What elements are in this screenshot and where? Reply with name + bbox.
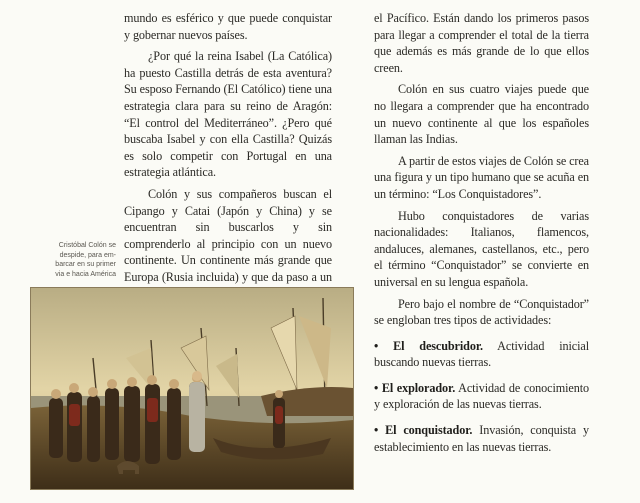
- bullet-item-conquistador: [374, 422, 589, 455]
- painting-columbus-departure: [30, 287, 354, 490]
- bullet-text: Actividad de conocimiento y exploración de las nuevas tierras.: [374, 380, 590, 412]
- caption-line: Cristóbal Colón se: [58, 242, 116, 249]
- bullet-item-explorador: [374, 380, 589, 413]
- bullet-term: El explorador.: [381, 380, 456, 395]
- paragraph: Pero bajo el nombre de “Conquistador” se engloban tres tipos de actividades:: [374, 296, 589, 328]
- caption-line: via e hacia América: [55, 270, 116, 278]
- paragraph: Colón y sus compañeros buscan el Cipango y Catai (Japón y China) y se encuentran sin buscarlos y sin comprenderlo al principio con un nuevo continente. Un continente más grande que Europa (Rusia incluida) y que da paso a un: [124, 186, 332, 284]
- bullet-text: Invasión, conquista y establecimiento en las nuevas tierras.: [374, 423, 590, 454]
- paragraph: el Pacífico. Están dando los primeros pasos para llegar a comprender el total de la tierra que además es más grande de lo que ellos creen.: [374, 11, 589, 75]
- painting-illustration: [31, 288, 353, 489]
- left-text-column: [124, 10, 332, 302]
- figure-caption: [46, 241, 116, 279]
- paragraph: Colón en sus cuatro viajes puede que no llegara a comprender que ha encontrado un nuevo continente al que los españoles llaman las Indias.: [374, 82, 589, 147]
- paragraph: Hubo conquistadores de varias nacionalidades: Italianos, flamencos, andaluces, alemanes, castellanos, etc., pero el término “Conquistador” se convierte en universal en su lengua española.: [374, 208, 589, 289]
- paragraph: ¿Por qué la reina Isabel (La Católica) ha puesto Castilla detrás de esta aventura? Su esposo Fernando (El Católico) tiene una estrategia clara para su reino de Aragón: “El control del Mediterráneo”. ¿Pero qué buscaba Isabel y con ella Castilla? Quizás es solo competir con Portugal en una estrategia atlántica.: [124, 49, 332, 180]
- bullet-symbol: •: [374, 338, 379, 353]
- bullet-text: Actividad inicial buscando nuevas tierras.: [374, 338, 589, 370]
- right-text-column: [374, 10, 589, 455]
- bullet-symbol: •: [374, 423, 379, 438]
- bullet-term: El conquistador.: [385, 423, 473, 438]
- paragraph: mundo es esférico y que puede conquistar y gobernar nuevos países.: [124, 11, 332, 42]
- caption-line: barcar en su primer: [55, 261, 116, 269]
- paragraph: A partir de estos viajes de Colón se crea una figura y un tipo humano que se acuña en un término: “Los Conquistadores”.: [374, 153, 589, 201]
- caption-line: despide, para em-: [59, 251, 116, 259]
- bullet-term: El descubridor.: [393, 338, 483, 353]
- bullet-symbol: •: [374, 380, 379, 395]
- bullet-item-descubridor: [374, 338, 589, 371]
